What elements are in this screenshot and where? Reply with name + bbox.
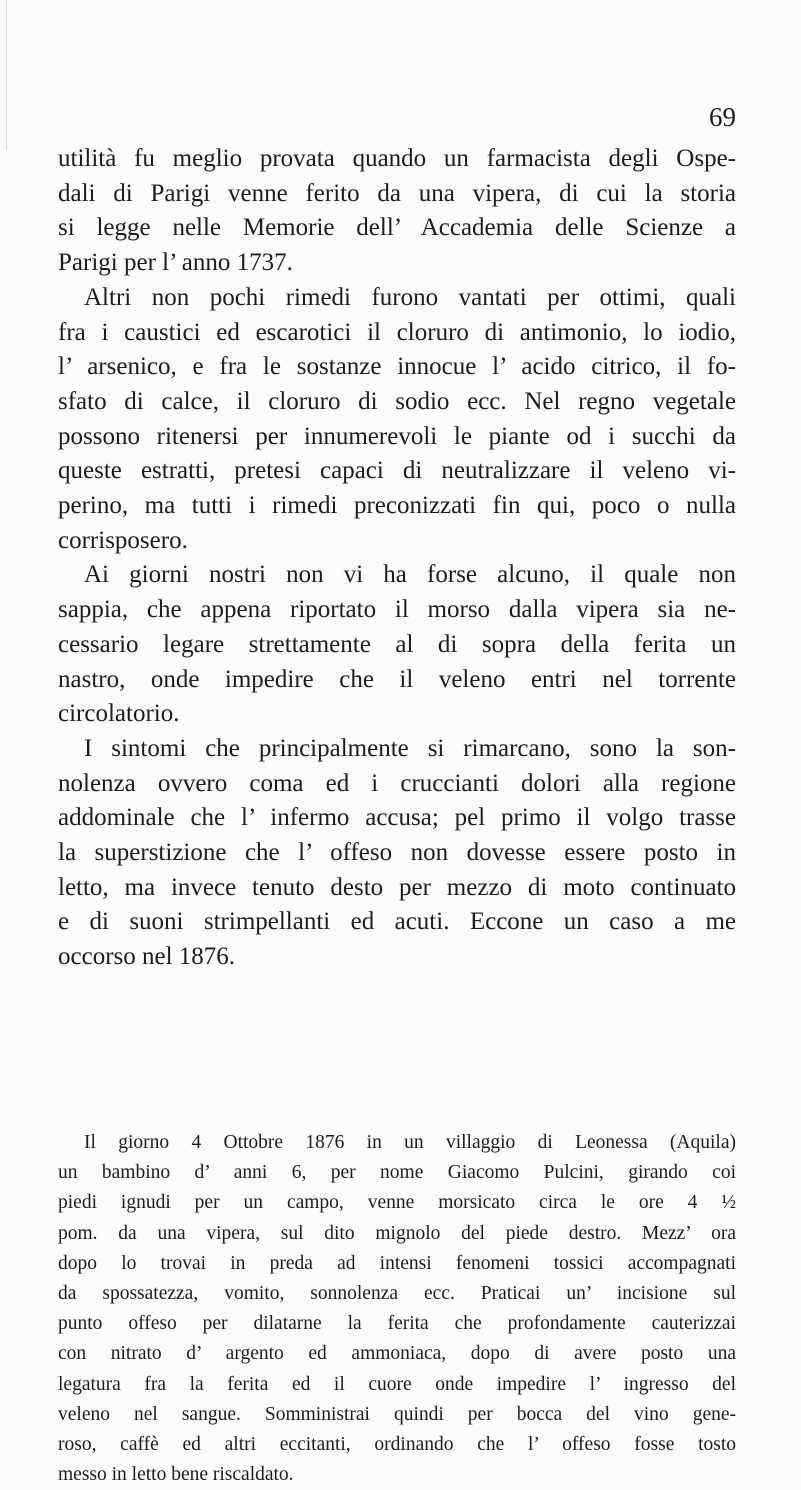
- text-line: corrisposero.: [58, 526, 188, 554]
- text-line: legatura fra la ferita ed il cuore onde impedire l’ ingresso del: [58, 1373, 736, 1395]
- paragraph-3: [58, 558, 736, 732]
- text-line: circolatorio.: [58, 700, 180, 728]
- text-line: un bambino d’ anni 6, per nome Giacomo Pulcini, girando coi: [58, 1162, 736, 1184]
- text-line: occorso nel 1876.: [58, 943, 236, 971]
- text-line: e di suoni strimpellanti ed acuti. Eccone un caso a me: [58, 908, 736, 936]
- paragraph-2: [58, 281, 736, 559]
- page-edge-line: [6, 0, 7, 150]
- text-line: possono ritenersi per innumerevoli le piante od i succhi da: [58, 422, 736, 450]
- text-line: Altri non pochi rimedi furono vantati per ottimi, quali: [84, 283, 736, 311]
- text-line: dopo lo trovai in preda ad intensi fenomeni tossici accompagnati: [58, 1252, 736, 1274]
- text-line: piedi ignudi per un campo, venne morsicato circa le ore 4 ½: [58, 1192, 736, 1214]
- text-line: perino, ma tutti i rimedi preconizzati fin qui, poco o nulla: [58, 492, 736, 520]
- text-line: Ai giorni nostri non vi ha forse alcuno, il quale non: [84, 561, 736, 589]
- case-report-paragraph: [58, 1128, 736, 1490]
- text-line: la superstizione che l’ offeso non dovesse essere posto in: [58, 839, 736, 867]
- paragraph-1: [58, 142, 736, 281]
- text-line: roso, caffè ed altri eccitanti, ordinando che l’ offeso fosse tosto: [58, 1434, 736, 1456]
- text-line: messo in letto bene riscaldato.: [58, 1464, 294, 1486]
- text-line: da spossatezza, vomito, sonnolenza ecc. Praticai un’ incisione sul: [58, 1283, 736, 1305]
- case-report: [58, 1128, 736, 1490]
- main-text-body: [58, 142, 736, 975]
- text-line: l’ arsenico, e fra le sostanze innocue l’ acido citrico, il fo-: [58, 353, 736, 381]
- text-line: utilità fu meglio provata quando un farmacista degli Ospe-: [58, 145, 736, 172]
- text-line: si legge nelle Memorie dell’ Accademia delle Scienze a: [58, 214, 736, 242]
- text-line: addominale che l’ infermo accusa; pel primo il volgo trasse: [58, 804, 736, 832]
- text-line: cessario legare strettamente al di sopra della ferita un: [58, 630, 736, 658]
- text-line: punto offeso per dilatarne la ferita che profondamente cauterizzai: [58, 1313, 736, 1335]
- text-line: pom. da una vipera, sul dito mignolo del piede destro. Mezz’ ora: [58, 1222, 736, 1244]
- text-line: sappia, che appena riportato il morso dalla vipera sia ne-: [58, 596, 736, 624]
- text-line: nolenza ovvero coma ed i cruccianti dolori alla regione: [58, 769, 736, 797]
- text-line: letto, ma invece tenuto desto per mezzo di moto continuato: [58, 873, 736, 901]
- text-line: sfato di calce, il cloruro di sodio ecc. Nel regno vegetale: [58, 387, 736, 415]
- text-line: Il giorno 4 Ottobre 1876 in un villaggio di Leonessa (Aquila): [84, 1132, 736, 1153]
- text-line: veleno nel sangue. Somministrai quindi per bocca del vino gene-: [58, 1403, 736, 1425]
- text-line: I sintomi che principalmente si rimarcano, sono la son-: [84, 734, 736, 762]
- text-line: queste estratti, pretesi capaci di neutralizzare il veleno vi-: [58, 457, 736, 485]
- text-line: dali di Parigi venne ferito da una vipera, di cui la storia: [58, 179, 736, 207]
- page-number: 69: [709, 102, 736, 132]
- paragraph-4: [58, 732, 736, 975]
- text-line: Parigi per l’ anno 1737.: [58, 249, 293, 277]
- text-line: fra i caustici ed escarotici il cloruro di antimonio, lo iodio,: [58, 318, 736, 346]
- text-line: con nitrato d’ argento ed ammoniaca, dopo di avere posto una: [58, 1343, 736, 1365]
- text-line: nastro, onde impedire che il veleno entri nel torrente: [58, 665, 736, 693]
